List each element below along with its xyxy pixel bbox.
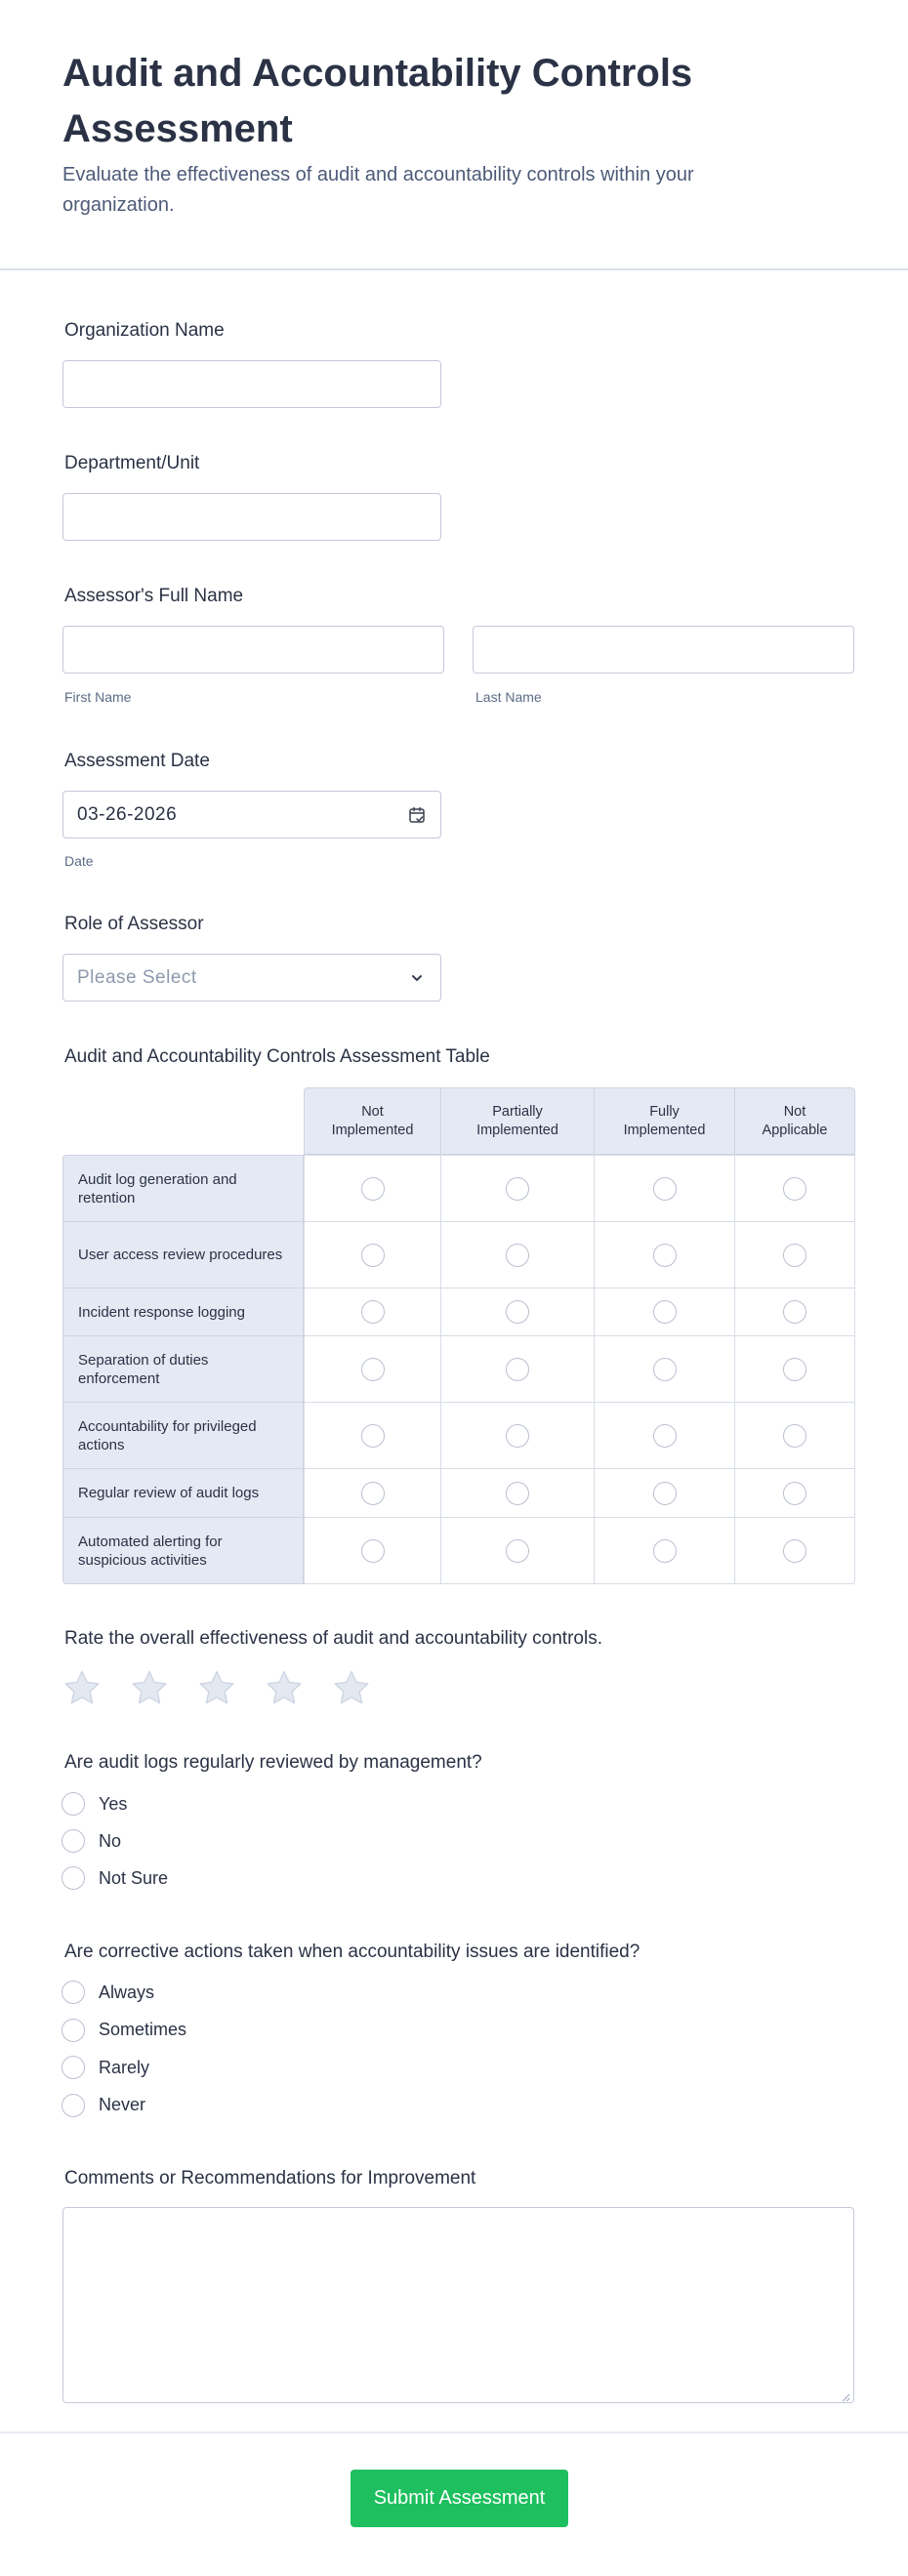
- matrix-radio[interactable]: [783, 1539, 806, 1563]
- matrix-radio[interactable]: [506, 1482, 529, 1505]
- matrix-radio[interactable]: [653, 1539, 677, 1563]
- matrix-radio[interactable]: [653, 1482, 677, 1505]
- matrix-radio[interactable]: [506, 1539, 529, 1563]
- matrix-row-label: [62, 1221, 304, 1288]
- matrix-cell: [440, 1221, 595, 1288]
- assessment-date-value: 03-26-2026: [77, 804, 178, 825]
- chevron-down-icon: [407, 968, 427, 988]
- matrix-radio[interactable]: [361, 1244, 385, 1267]
- star-icon[interactable]: [332, 1669, 371, 1706]
- matrix-column-header: [304, 1087, 441, 1155]
- comments-label: Comments or Recommendations for Improvement: [64, 2168, 476, 2188]
- organization-name-label: Organization Name: [64, 320, 225, 341]
- matrix-radio[interactable]: [361, 1539, 385, 1563]
- matrix-row-label: [62, 1335, 304, 1403]
- matrix-cell: [734, 1402, 855, 1469]
- matrix-column-header: [734, 1087, 855, 1155]
- matrix-cell: [304, 1402, 441, 1469]
- matrix-cell: [440, 1288, 595, 1336]
- first-name-input[interactable]: [62, 626, 444, 674]
- matrix-radio[interactable]: [361, 1424, 385, 1448]
- matrix-radio[interactable]: [783, 1482, 806, 1505]
- rating-label: Rate the overall effectiveness of audit and accountability controls.: [64, 1628, 602, 1649]
- review-radio[interactable]: [62, 1829, 85, 1853]
- calendar-check-icon[interactable]: [407, 805, 427, 825]
- review-radio[interactable]: [62, 1866, 85, 1890]
- review-option[interactable]: [62, 1828, 121, 1854]
- matrix-row-label: [62, 1468, 304, 1518]
- department-input[interactable]: [62, 493, 441, 541]
- matrix-row-label-text: Regular review of audit logs: [78, 1485, 260, 1501]
- corrective-option-label: Rarely: [99, 2057, 150, 2077]
- corrective-option-label: Never: [99, 2095, 146, 2114]
- matrix-row-label-text: Automated alerting for suspicious activities: [78, 1533, 223, 1569]
- submit-button[interactable]: Submit Assessment: [351, 2470, 568, 2527]
- star-icon[interactable]: [130, 1669, 169, 1706]
- matrix-column-header: [594, 1087, 735, 1155]
- matrix-radio[interactable]: [361, 1177, 385, 1201]
- matrix-row-label-text: Incident response logging: [78, 1303, 245, 1321]
- matrix-radio[interactable]: [361, 1358, 385, 1381]
- matrix-radio[interactable]: [506, 1424, 529, 1448]
- matrix-row-label: [62, 1288, 304, 1336]
- matrix-cell: [734, 1517, 855, 1584]
- organization-name-input[interactable]: [62, 360, 441, 408]
- page-subtitle: Evaluate the effectiveness of audit and accountability controls within your organization.: [62, 164, 694, 216]
- matrix-column-header: [440, 1087, 595, 1155]
- matrix-cell: [304, 1517, 441, 1584]
- last-name-input[interactable]: [473, 626, 854, 674]
- matrix-cell: [440, 1335, 595, 1403]
- matrix-row-label: [62, 1402, 304, 1469]
- corrective-radio[interactable]: [62, 2094, 85, 2117]
- matrix-cell: [594, 1288, 735, 1336]
- matrix-cell: [440, 1468, 595, 1518]
- matrix-cell: [304, 1288, 441, 1336]
- matrix-cell: [734, 1155, 855, 1222]
- page-title: Audit and Accountability Controls Assessment: [62, 52, 693, 150]
- matrix-radio[interactable]: [361, 1300, 385, 1324]
- matrix-radio[interactable]: [653, 1424, 677, 1448]
- matrix-cell: [440, 1517, 595, 1584]
- department-label: Department/Unit: [64, 453, 200, 473]
- star-icon[interactable]: [62, 1669, 102, 1706]
- matrix-cell: [594, 1402, 735, 1469]
- corrective-question-label: Are corrective actions taken when accountability issues are identified?: [64, 1942, 640, 1962]
- matrix-radio[interactable]: [506, 1177, 529, 1201]
- review-option[interactable]: [62, 1791, 127, 1817]
- corrective-option-label: Always: [99, 1982, 155, 2002]
- matrix-cell: [734, 1335, 855, 1403]
- matrix-radio[interactable]: [361, 1482, 385, 1505]
- matrix-column-header-text: Partially Implemented: [476, 1103, 558, 1138]
- matrix-cell: [594, 1221, 735, 1288]
- matrix-column-header-text: Not Applicable: [762, 1103, 828, 1138]
- role-label: Role of Assessor: [64, 914, 204, 934]
- corrective-radio[interactable]: [62, 1981, 85, 2004]
- review-option-label: Not Sure: [99, 1867, 169, 1888]
- matrix-cell: [594, 1335, 735, 1403]
- review-option[interactable]: [62, 1865, 168, 1891]
- corrective-radio[interactable]: [62, 2019, 85, 2042]
- matrix-row-label-text: Audit log generation and retention: [78, 1170, 237, 1206]
- matrix-title: Audit and Accountability Controls Assessment Table: [64, 1046, 490, 1067]
- matrix-row-label-text: Separation of duties enforcement: [78, 1351, 209, 1387]
- last-name-sublabel: Last Name: [475, 689, 542, 705]
- matrix-cell: [304, 1468, 441, 1518]
- star-icon[interactable]: [265, 1669, 304, 1706]
- corrective-radio[interactable]: [62, 2056, 85, 2079]
- corrective-option[interactable]: [62, 2055, 149, 2080]
- corrective-option[interactable]: [62, 2093, 145, 2118]
- review-radio[interactable]: [62, 1792, 85, 1816]
- matrix-radio[interactable]: [506, 1244, 529, 1267]
- role-select[interactable]: [62, 954, 441, 1002]
- form-header: [0, 0, 908, 270]
- matrix-cell: [734, 1221, 855, 1288]
- matrix-cell: [440, 1155, 595, 1222]
- matrix-column-header-text: Not Implemented: [331, 1103, 414, 1138]
- matrix-cell: [734, 1468, 855, 1518]
- matrix-radio[interactable]: [783, 1358, 806, 1381]
- matrix-cell: [734, 1288, 855, 1336]
- matrix-row-label-text: Accountability for privileged actions: [78, 1417, 257, 1453]
- assessor-name-label: Assessor's Full Name: [64, 586, 244, 606]
- matrix-radio[interactable]: [783, 1244, 806, 1267]
- corrective-option-label: Sometimes: [99, 2020, 187, 2039]
- date-sublabel: Date: [64, 853, 94, 869]
- matrix-radio[interactable]: [653, 1244, 677, 1267]
- matrix-cell: [594, 1155, 735, 1222]
- review-question-label: Are audit logs regularly reviewed by management?: [64, 1752, 482, 1773]
- assessment-date-input[interactable]: [62, 791, 441, 838]
- matrix-column-header-text: Fully Implemented: [623, 1103, 706, 1138]
- assessment-date-label: Assessment Date: [64, 751, 210, 771]
- matrix-row-label-text: User access review procedures: [78, 1247, 283, 1263]
- matrix-radio[interactable]: [783, 1177, 806, 1201]
- matrix-radio[interactable]: [506, 1300, 529, 1324]
- matrix-cell: [594, 1517, 735, 1584]
- matrix-cell: [304, 1155, 441, 1222]
- matrix-cell: [440, 1402, 595, 1469]
- matrix-cell: [304, 1221, 441, 1288]
- matrix-radio[interactable]: [783, 1424, 806, 1448]
- first-name-sublabel: First Name: [64, 689, 132, 705]
- matrix-radio[interactable]: [783, 1300, 806, 1324]
- matrix-radio[interactable]: [653, 1177, 677, 1201]
- review-option-label: Yes: [99, 1793, 128, 1814]
- resize-grip-icon[interactable]: [841, 2390, 850, 2399]
- role-select-placeholder: Please Select: [77, 967, 197, 988]
- comments-textarea[interactable]: [62, 2207, 854, 2403]
- matrix-radio[interactable]: [506, 1358, 529, 1381]
- matrix-cell: [304, 1335, 441, 1403]
- star-icon[interactable]: [197, 1669, 236, 1706]
- corrective-option[interactable]: [62, 1980, 154, 2005]
- matrix-row-label: [62, 1517, 304, 1584]
- matrix-radio[interactable]: [653, 1300, 677, 1324]
- review-option-label: No: [99, 1830, 122, 1851]
- matrix-cell: [594, 1468, 735, 1518]
- matrix-radio[interactable]: [653, 1358, 677, 1381]
- matrix-row-label: [62, 1155, 304, 1222]
- corrective-option[interactable]: [62, 2018, 186, 2043]
